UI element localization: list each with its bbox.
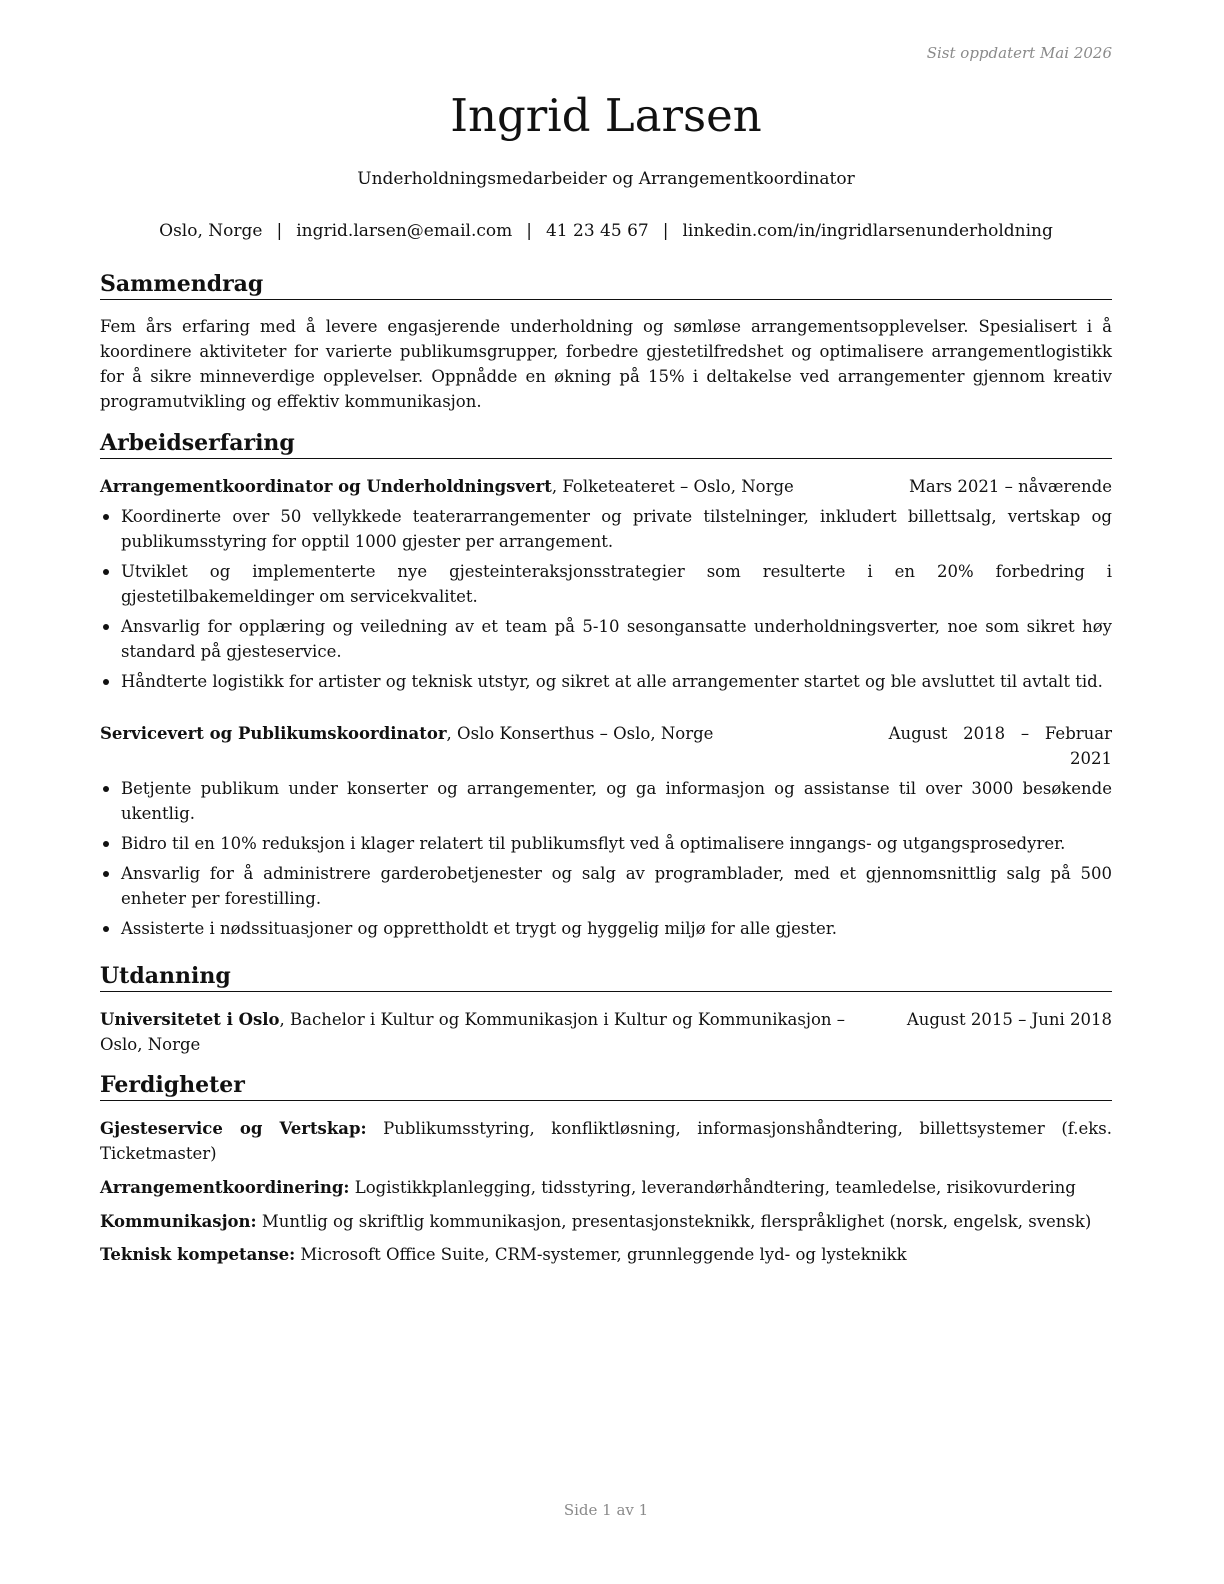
- page-number: Side 1 av 1: [563, 1501, 649, 1519]
- job-dates: Mars 2021 – nåværende: [909, 477, 1112, 496]
- skill-text: Microsoft Office Suite, CRM-systemer, grunnleggende lyd- og lysteknikk: [295, 1245, 907, 1264]
- skill-row: [100, 1242, 1112, 1267]
- section-title-summary: Sammendrag: [100, 270, 1112, 300]
- skill-label: Kommunikasjon:: [100, 1212, 257, 1231]
- education-degree: , Bachelor i Kultur og Kommunikasjon i Kultur og Kommunikasjon –: [279, 1010, 845, 1029]
- skill-text: Logistikkplanlegging, tidsstyring, leverandørhåndtering, teamledelse, risikovurdering: [349, 1178, 1076, 1197]
- job-bullets: [100, 776, 1112, 946]
- contact-separator: |: [662, 221, 669, 241]
- list-item: Bidro til en 10% reduksjon i klager relatert til publikumsflyt ved å optimalisere inngangs- og utgangsprosedyrer.: [100, 831, 1112, 856]
- skill-text: Publikumsstyring, konfliktløsning, informasjonshåndtering, billettsystemer (f.eks. Ticketmaster): [100, 1119, 1112, 1163]
- candidate-name: Ingrid Larsen: [450, 89, 762, 142]
- skill-label: Gjesteservice og Vertskap:: [100, 1119, 367, 1138]
- skill-row: [100, 1116, 1112, 1166]
- job-dates: [889, 721, 1112, 771]
- contact-linkedin-link[interactable]: linkedin.com/in/ingridlarsenunderholdning: [682, 221, 1053, 241]
- contact-phone: 41 23 45 67: [545, 221, 649, 241]
- section-title-experience: Arbeidserfaring: [100, 429, 1112, 459]
- education-dates: August 2015 – Juni 2018: [906, 1010, 1112, 1029]
- contact-separator: |: [276, 221, 283, 241]
- job-role: Arrangementkoordinator og Underholdningsvert: [100, 477, 552, 496]
- job-title-line: [100, 721, 713, 746]
- contact-line: [100, 219, 1112, 243]
- job-dates-line-2: 2021: [1070, 749, 1112, 768]
- contact-separator: |: [526, 221, 532, 241]
- skill-row: [100, 1209, 1112, 1234]
- job-title-line: [100, 474, 794, 499]
- skill-row: [100, 1175, 1112, 1200]
- list-item: Betjente publikum under konserter og arrangementer, og ga informasjon og assistanse til over 3000 besøkende ukentlig.: [100, 776, 1112, 826]
- job-organization: , Folketeateret – Oslo, Norge: [551, 477, 794, 496]
- list-item: Håndterte logistikk for artister og teknisk utstyr, og sikret at alle arrangementer startet og ble avsluttet til avtalt tid.: [100, 669, 1112, 694]
- skill-text: Muntlig og skriftlig kommunikasjon, presentasjonsteknikk, flerspråklighet (norsk, engelsk, svensk): [256, 1212, 1092, 1231]
- list-item: Ansvarlig for opplæring og veiledning av et team på 5-10 sesongansatte underholdningsverter, noe som sikret høy standard på gjesteservice.: [100, 614, 1112, 664]
- education-line-1: [100, 1007, 845, 1032]
- list-item: Ansvarlig for å administrere garderobetjenester og salg av programblader, med et gjennomsnittlig salg på 500 enheter per forestilling.: [100, 861, 1112, 911]
- last-updated: Sist oppdatert Mai 2026: [926, 44, 1112, 62]
- section-title-education: Utdanning: [100, 962, 1112, 992]
- summary-text: Fem års erfaring med å levere engasjerende underholdning og sømløse arrangementsopplevelser. Spesialisert i å koordinere aktiviteter for varierte publikumsgrupper, forbedre gjestetilfredshet og optimalisere arrangementlogistikk for å sikre minneverdige opplevelser. Oppnådde en økning på 15% i deltakelse ved arrangementer gjennom kreativ programutvikling og effektiv kommunikasjon.: [100, 317, 1112, 411]
- list-item: Utviklet og implementerte nye gjesteinteraksjonsstrategier som resulterte i en 20% forbedring i gjestetilbakemeldinger om servicekvalitet.: [100, 559, 1112, 609]
- education-school: Universitetet i Oslo: [100, 1010, 280, 1029]
- resume-page: [100, 0, 1112, 1584]
- skill-label: Teknisk kompetanse:: [100, 1245, 296, 1264]
- candidate-title: Underholdningsmedarbeider og Arrangementkoordinator: [357, 169, 855, 189]
- section-title-skills: Ferdigheter: [100, 1071, 1112, 1101]
- education-location: Oslo, Norge: [100, 1035, 201, 1054]
- job-organization: , Oslo Konserthus – Oslo, Norge: [446, 724, 714, 743]
- list-item: Assisterte i nødssituasjoner og opprettholdt et trygt og hyggelig miljø for alle gjester.: [100, 916, 1112, 941]
- job-dates-line-1: August 2018 – Februar: [888, 724, 1112, 743]
- contact-email-link[interactable]: ingrid.larsen@email.com: [296, 221, 513, 241]
- contact-location: Oslo, Norge: [159, 221, 263, 241]
- skill-label: Arrangementkoordinering:: [100, 1178, 350, 1197]
- list-item: Koordinerte over 50 vellykkede teaterarrangementer og private tilstelninger, inkludert billettsalg, vertskap og publikumsstyring for opptil 1000 gjester per arrangement.: [100, 504, 1112, 554]
- job-role: Servicevert og Publikumskoordinator: [100, 724, 447, 743]
- job-bullets: [100, 504, 1112, 699]
